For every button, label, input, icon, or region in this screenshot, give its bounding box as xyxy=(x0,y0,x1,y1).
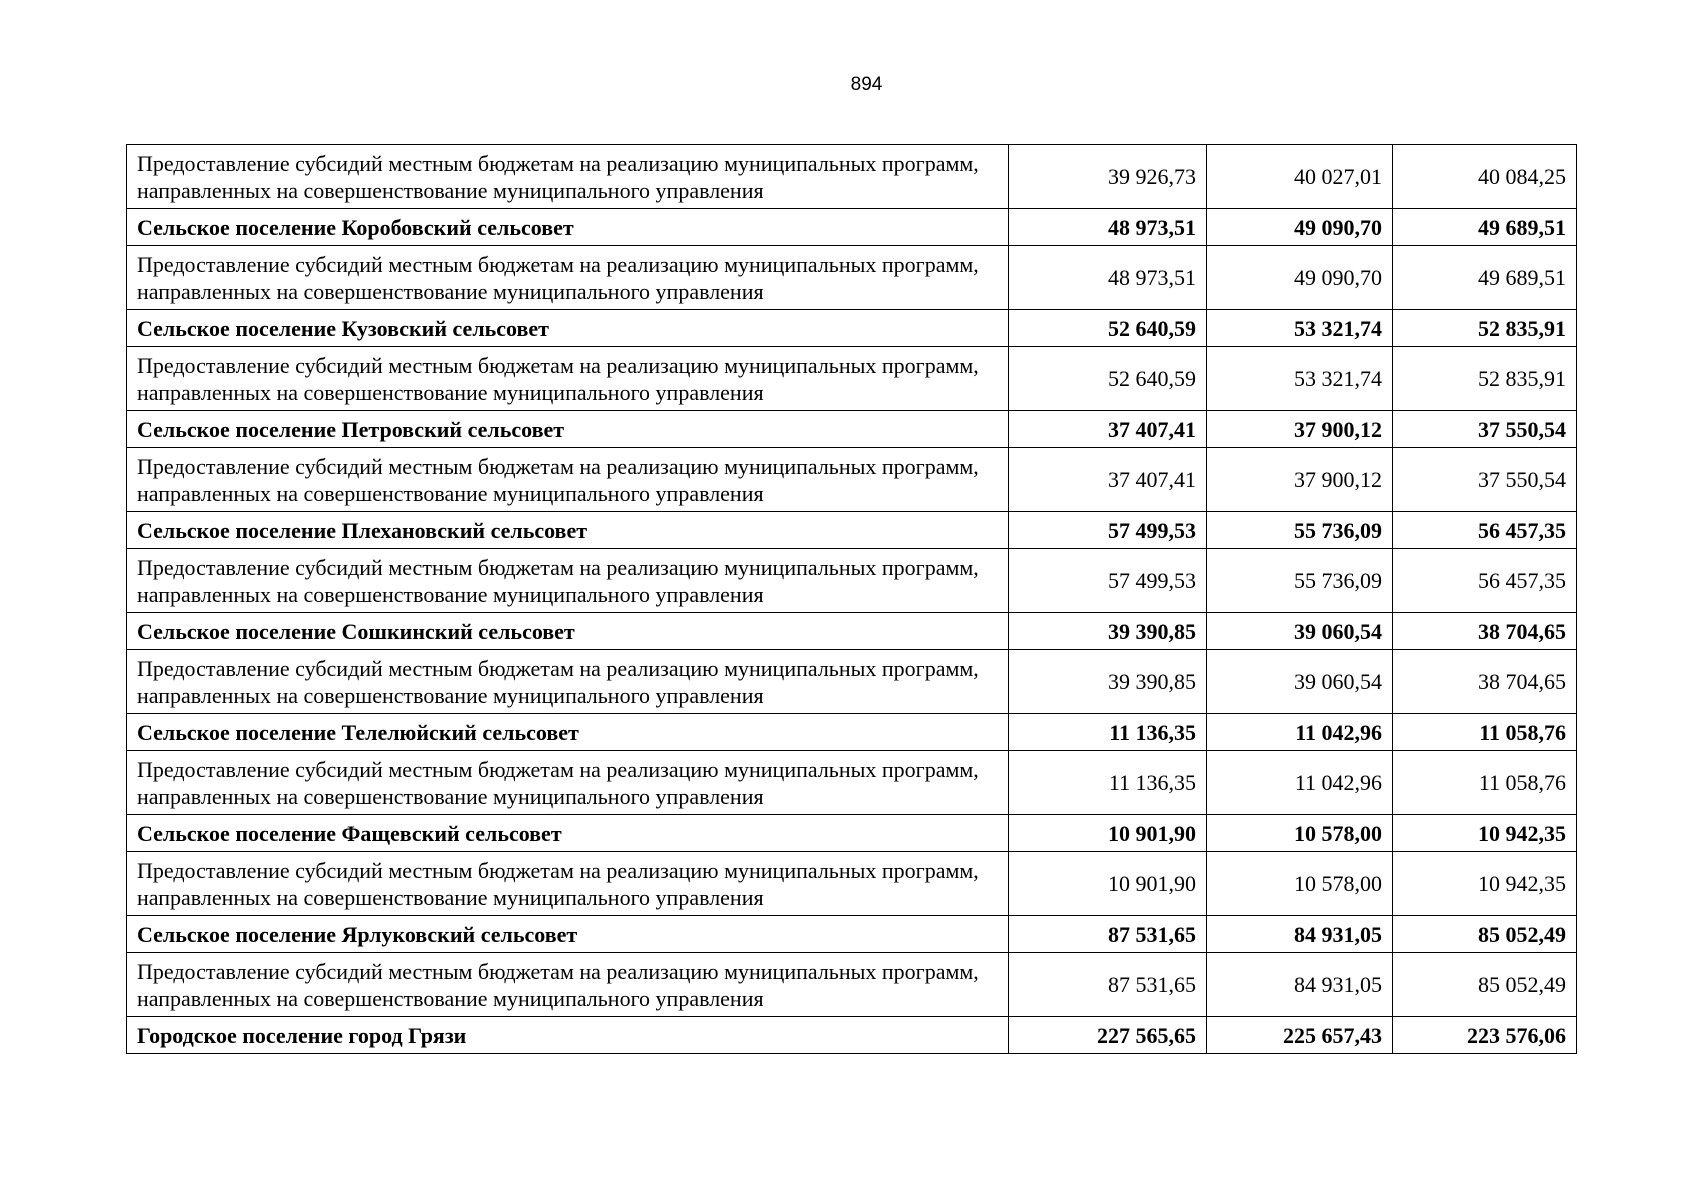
row-name: Предоставление субсидий местным бюджетам на реализацию муниципальных программ, направленных на совершенствование муниципального управления xyxy=(127,549,1009,613)
value-year-3: 38 704,65 xyxy=(1393,650,1577,714)
value-year-1: 37 407,41 xyxy=(1009,448,1207,512)
row-name: Сельское поселение Плехановский сельсовет xyxy=(127,512,1009,549)
value-year-2: 40 027,01 xyxy=(1207,145,1393,209)
value-year-2: 53 321,74 xyxy=(1207,347,1393,411)
value-year-3: 49 689,51 xyxy=(1393,246,1577,310)
table-row xyxy=(127,145,1577,209)
value-year-2: 39 060,54 xyxy=(1207,613,1393,650)
row-name: Сельское поселение Фащевский сельсовет xyxy=(127,815,1009,852)
row-name: Сельское поселение Ярлуковский сельсовет xyxy=(127,916,1009,953)
row-name: Предоставление субсидий местным бюджетам на реализацию муниципальных программ, направленных на совершенствование муниципального управления xyxy=(127,448,1009,512)
value-year-3: 10 942,35 xyxy=(1393,815,1577,852)
value-year-2: 49 090,70 xyxy=(1207,246,1393,310)
table-row xyxy=(127,916,1577,953)
value-year-1: 11 136,35 xyxy=(1009,714,1207,751)
value-year-3: 38 704,65 xyxy=(1393,613,1577,650)
value-year-3: 85 052,49 xyxy=(1393,953,1577,1017)
value-year-2: 84 931,05 xyxy=(1207,953,1393,1017)
value-year-3: 11 058,76 xyxy=(1393,714,1577,751)
table-row xyxy=(127,650,1577,714)
table-row xyxy=(127,751,1577,815)
row-name: Предоставление субсидий местным бюджетам на реализацию муниципальных программ, направленных на совершенствование муниципального управления xyxy=(127,953,1009,1017)
row-name: Городское поселение город Грязи xyxy=(127,1017,1009,1054)
value-year-2: 10 578,00 xyxy=(1207,852,1393,916)
budget-table-body xyxy=(127,145,1577,1054)
value-year-2: 11 042,96 xyxy=(1207,714,1393,751)
table-row xyxy=(127,512,1577,549)
value-year-1: 52 640,59 xyxy=(1009,347,1207,411)
value-year-1: 57 499,53 xyxy=(1009,549,1207,613)
value-year-1: 87 531,65 xyxy=(1009,916,1207,953)
row-name: Предоставление субсидий местным бюджетам на реализацию муниципальных программ, направленных на совершенствование муниципального управления xyxy=(127,145,1009,209)
value-year-1: 57 499,53 xyxy=(1009,512,1207,549)
value-year-2: 37 900,12 xyxy=(1207,411,1393,448)
value-year-3: 37 550,54 xyxy=(1393,411,1577,448)
value-year-3: 56 457,35 xyxy=(1393,512,1577,549)
table-row xyxy=(127,448,1577,512)
table-row xyxy=(127,953,1577,1017)
value-year-1: 39 390,85 xyxy=(1009,613,1207,650)
value-year-2: 49 090,70 xyxy=(1207,209,1393,246)
table-row xyxy=(127,347,1577,411)
page-number: 894 xyxy=(850,74,883,95)
table-row xyxy=(127,1017,1577,1054)
value-year-3: 223 576,06 xyxy=(1393,1017,1577,1054)
value-year-2: 55 736,09 xyxy=(1207,549,1393,613)
value-year-2: 225 657,43 xyxy=(1207,1017,1393,1054)
value-year-1: 10 901,90 xyxy=(1009,852,1207,916)
value-year-1: 11 136,35 xyxy=(1009,751,1207,815)
value-year-2: 11 042,96 xyxy=(1207,751,1393,815)
table-row xyxy=(127,613,1577,650)
value-year-1: 48 973,51 xyxy=(1009,246,1207,310)
table-row xyxy=(127,411,1577,448)
value-year-2: 55 736,09 xyxy=(1207,512,1393,549)
value-year-3: 52 835,91 xyxy=(1393,310,1577,347)
table-row xyxy=(127,246,1577,310)
value-year-1: 37 407,41 xyxy=(1009,411,1207,448)
value-year-3: 52 835,91 xyxy=(1393,347,1577,411)
row-name: Сельское поселение Коробовский сельсовет xyxy=(127,209,1009,246)
value-year-2: 37 900,12 xyxy=(1207,448,1393,512)
table-row xyxy=(127,852,1577,916)
value-year-1: 52 640,59 xyxy=(1009,310,1207,347)
value-year-2: 39 060,54 xyxy=(1207,650,1393,714)
row-name: Сельское поселение Телелюйский сельсовет xyxy=(127,714,1009,751)
value-year-1: 48 973,51 xyxy=(1009,209,1207,246)
value-year-1: 87 531,65 xyxy=(1009,953,1207,1017)
value-year-3: 56 457,35 xyxy=(1393,549,1577,613)
row-name: Сельское поселение Кузовский сельсовет xyxy=(127,310,1009,347)
value-year-3: 10 942,35 xyxy=(1393,852,1577,916)
value-year-3: 37 550,54 xyxy=(1393,448,1577,512)
value-year-2: 84 931,05 xyxy=(1207,916,1393,953)
value-year-1: 39 390,85 xyxy=(1009,650,1207,714)
table-row xyxy=(127,549,1577,613)
budget-table xyxy=(126,144,1577,1054)
value-year-1: 10 901,90 xyxy=(1009,815,1207,852)
value-year-2: 10 578,00 xyxy=(1207,815,1393,852)
value-year-3: 40 084,25 xyxy=(1393,145,1577,209)
table-row xyxy=(127,310,1577,347)
row-name: Предоставление субсидий местным бюджетам на реализацию муниципальных программ, направленных на совершенствование муниципального управления xyxy=(127,852,1009,916)
row-name: Предоставление субсидий местным бюджетам на реализацию муниципальных программ, направленных на совершенствование муниципального управления xyxy=(127,347,1009,411)
value-year-3: 11 058,76 xyxy=(1393,751,1577,815)
value-year-1: 227 565,65 xyxy=(1009,1017,1207,1054)
row-name: Предоставление субсидий местным бюджетам на реализацию муниципальных программ, направленных на совершенствование муниципального управления xyxy=(127,650,1009,714)
row-name: Предоставление субсидий местным бюджетам на реализацию муниципальных программ, направленных на совершенствование муниципального управления xyxy=(127,246,1009,310)
table-row xyxy=(127,815,1577,852)
table-row xyxy=(127,714,1577,751)
value-year-3: 85 052,49 xyxy=(1393,916,1577,953)
row-name: Сельское поселение Петровский сельсовет xyxy=(127,411,1009,448)
row-name: Предоставление субсидий местным бюджетам на реализацию муниципальных программ, направленных на совершенствование муниципального управления xyxy=(127,751,1009,815)
table-row xyxy=(127,209,1577,246)
value-year-3: 49 689,51 xyxy=(1393,209,1577,246)
row-name: Сельское поселение Сошкинский сельсовет xyxy=(127,613,1009,650)
value-year-1: 39 926,73 xyxy=(1009,145,1207,209)
value-year-2: 53 321,74 xyxy=(1207,310,1393,347)
